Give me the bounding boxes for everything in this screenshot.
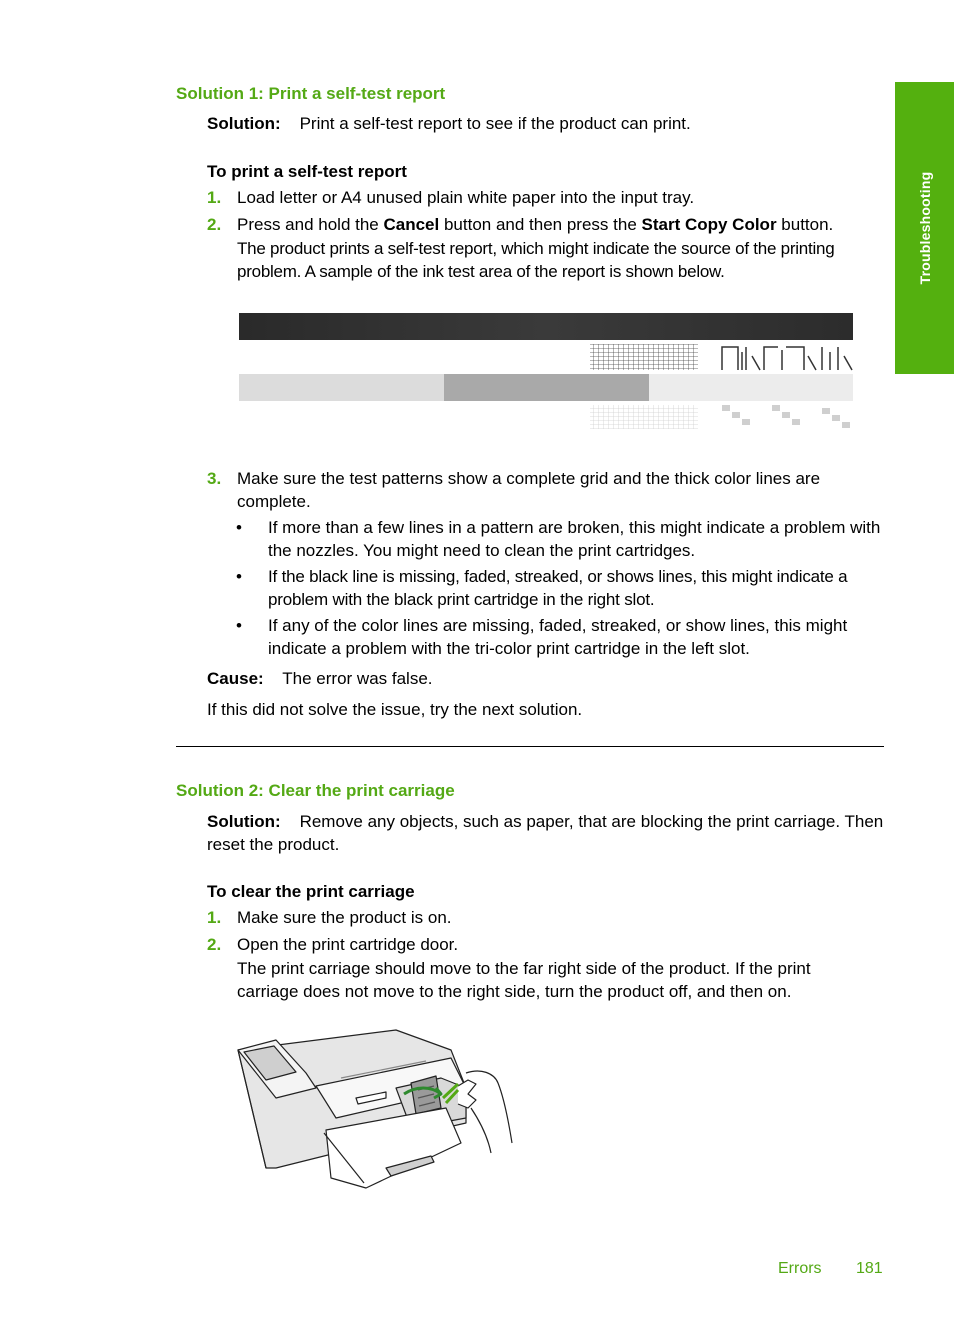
bullet-mark: •: [236, 518, 242, 537]
solution2-solution-label: Solution:: [207, 812, 281, 831]
solution1-solution-text: Print a self-test report to see if the product can print.: [299, 114, 691, 133]
solution1-solution-label: Solution:: [207, 114, 281, 133]
step-text: Make sure the product is on.: [237, 908, 452, 927]
bullet-mark: •: [236, 567, 242, 586]
solution1-procedure-title: To print a self-test report: [207, 162, 407, 181]
cancel-button-name: Cancel: [383, 215, 440, 234]
solution2-procedure-title: To clear the print carriage: [207, 882, 415, 901]
step-text: Load letter or A4 unused plain white paper into the input tray.: [237, 188, 695, 207]
step-text: Make sure the test patterns show a complete grid and the thick color lines are complete.: [237, 469, 821, 511]
start-copy-color-button-name: Start Copy Color: [641, 215, 777, 234]
printer-illustration: [236, 1028, 516, 1193]
bullet-text: If more than a few lines in a pattern are broken, this might indicate a problem with the nozzles. You might need to clean the print cartridges.: [268, 518, 881, 560]
section-divider: [176, 746, 884, 747]
bullet-text: If the black line is missing, faded, streaked, or shows lines, this might indicate a problem with the black print cartridge in the right slot.: [268, 567, 848, 609]
solution1-solution: [207, 112, 887, 135]
step-number: 2.: [207, 935, 222, 954]
side-tab-label: Troubleshooting: [917, 171, 933, 285]
step-number: 3.: [207, 469, 222, 488]
solution2-solution-text: Remove any objects, such as paper, that are blocking the print carriage. Then reset the product.: [207, 812, 884, 854]
ink-test-area-image: [238, 312, 855, 432]
bullet-mark: •: [236, 616, 242, 635]
cause-label: Cause:: [207, 669, 264, 688]
step-text: Press and hold the Cancel button and then press the Start Copy Color button.: [237, 215, 834, 234]
step-text: Open the print cartridge door.: [237, 935, 459, 954]
solution2-heading: Solution 2: Clear the print carriage: [176, 781, 455, 800]
step-number: 2.: [207, 215, 222, 234]
step-number: 1.: [207, 908, 222, 927]
step-note: The product prints a self-test report, which might indicate the source of the printing problem. A sample of the ink test area of the report is shown below.: [237, 239, 835, 281]
solution2-solution: [207, 810, 887, 856]
solution1-heading: Solution 1: Print a self-test report: [176, 84, 446, 103]
next-solution-text: If this did not solve the issue, try the next solution.: [207, 700, 583, 719]
step-note: The print carriage should move to the far right side of the product. If the print carriage does not move to the right side, turn the product off, and then on.: [237, 959, 811, 1001]
side-tab: [895, 82, 954, 374]
cause-text: The error was false.: [282, 669, 433, 688]
footer-section-name: Errors: [778, 1260, 822, 1277]
cause-line: [207, 667, 433, 690]
footer-page-number: 181: [856, 1260, 883, 1277]
step-number: 1.: [207, 188, 222, 207]
bullet-text: If any of the color lines are missing, faded, streaked, or show lines, this might indicate a problem with the tri-color print cartridge in the left slot.: [268, 616, 848, 658]
